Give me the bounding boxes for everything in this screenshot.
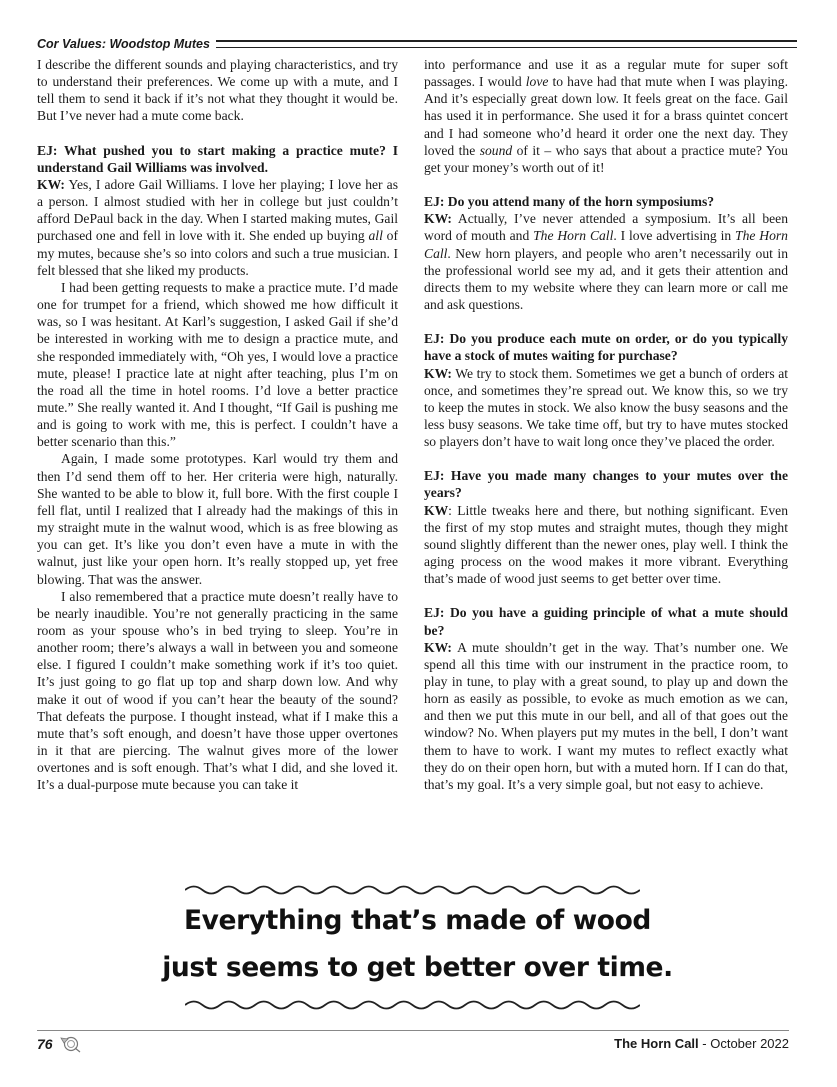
speaker-label: KW: bbox=[424, 211, 452, 227]
answer-paragraph bbox=[424, 365, 788, 451]
question-heading: EJ: Have you made many changes to your mutes over the years? bbox=[424, 468, 788, 501]
question-heading: EJ: Do you attend many of the horn symposiums? bbox=[424, 194, 715, 210]
running-header bbox=[37, 35, 797, 53]
paragraph: I had been getting requests to make a practice mute. I’d made one for trumpet for a friend, which showed me how difficult it was, so I was hesitant. At Karl’s suggestion, I asked Gail if she’d be interested in working with me to design a practice mute, and she responded immediately with, “Oh yes, I would love a practice mute, please! I practice late at night after teaching, plus I’m on the road all the time in hotel rooms. I’d love a better practice mute.” She really wanted it. And I thought, “If Gail is pushing me and is going to work with me, this is perfect. I couldn’t have a better scenario than this.” bbox=[37, 279, 398, 450]
emphasis: The Horn Call bbox=[533, 228, 614, 244]
answer-text: . I love advertising in bbox=[613, 228, 736, 244]
question-heading: EJ: What pushed you to start making a practice mute? I understand Gail Williams was involved. bbox=[37, 142, 398, 175]
pull-quote-line-1: Everything that’s made of wood bbox=[183, 905, 651, 936]
page-number: 76 bbox=[37, 1036, 53, 1052]
answer-text: of my mutes, because she’s so into colors and such a true musician. I felt blessed that she liked my products. bbox=[37, 228, 398, 278]
right-column bbox=[424, 56, 788, 793]
horn-icon bbox=[60, 1034, 82, 1054]
publication-name: The Horn Call bbox=[614, 1036, 699, 1051]
speaker-label: KW: bbox=[37, 176, 65, 192]
footer-publication bbox=[614, 1036, 789, 1051]
answer-text: . New horn players, and people who aren’t necessarily out in the professional world see my ad, and it gets their attention and directs them to my website where they can learn more or call me and ask questions. bbox=[424, 245, 788, 313]
answer-paragraph bbox=[424, 502, 788, 588]
header-title: Cor Values: Woodstop Mutes bbox=[37, 37, 210, 51]
answer-text: We try to stock them. Sometimes we get a bunch of orders at once, and sometimes they’re spread out. We know this, so we try to keep the mutes in stock. We also know the busy seasons and the less busy seasons. We take time off, but try to have mutes stocked so players don’t have to wait long once they’ve placed the order. bbox=[424, 365, 788, 450]
paragraph-text: to have had that mute when I was playing. And it’s especially great down low. It feels great on the face. Gail has used it in performance. She used it for a brass quintet concert and I had someone who’d heard it order one the next day. They loved the bbox=[424, 74, 788, 158]
speaker-label: KW bbox=[424, 502, 449, 518]
header-rule bbox=[216, 40, 797, 48]
question-heading: EJ: Do you produce each mute on order, or do you typically have a stock of mutes waiting for purchase? bbox=[424, 331, 788, 364]
question-heading: EJ: Do you have a guiding principle of what a mute should be? bbox=[424, 605, 788, 638]
emphasis: all bbox=[368, 228, 383, 244]
answer-paragraph bbox=[424, 210, 788, 313]
paragraph: I also remembered that a practice mute doesn’t really have to be nearly inaudible. You’re not generally practicing in the same room as your spouse who’s in bed trying to sleep. You’re in another room; there’s always a wall in between you and someone else. I figured I couldn’t make something work if it’s too quiet. It’s just going to go flat up top and sharp down low. And why make it out of wood if you can’t hear the beauty of the sound? That defeats the purpose. I thought instead, what if I make this a mute that’s soft enough, and doesn’t have those upper overtones in it that are piercing. The walnut gives more of the lower overtones and is soft enough. That’s what I did, and she loved it. It’s a dual-purpose mute because you can take it bbox=[37, 588, 398, 793]
paragraph-text: into performance and use it as a regular mute for super soft passages. I would bbox=[424, 57, 788, 90]
emphasis: sound bbox=[479, 142, 513, 158]
left-column bbox=[37, 56, 398, 794]
issue-date: October 2022 bbox=[710, 1036, 789, 1051]
speaker-label: KW: bbox=[424, 639, 452, 655]
footer-separator: - bbox=[698, 1036, 711, 1051]
answer-text: A mute shouldn’t get in the way. That’s number one. We spend all this time with our instrument in the practice room, to play in tune, to play with a great sound, to play up and down the horn as easily as possible, to evoke as much emotion as we can, and then we put this mute in our bell, and all of that goes out the window? No. When players put my mutes in the bell, I don’t want them to have to work. I want my mutes to reflect exactly what they do on their open horn, but with a muted horn. If I can do that, that’s my goal. It’s a very simple goal, but not easy to achieve. bbox=[424, 639, 788, 792]
paragraph bbox=[424, 56, 788, 176]
paragraph-text: of it – who says that about a practice mute? You get your money’s worth out of it! bbox=[424, 142, 788, 175]
paragraph: Again, I made some prototypes. Karl would try them and then I’d send them off to her. Her criteria were high, naturally. She wanted to be able to blow it, full bore. With the first couple I fell flat, until I realized that I already had the makings of this in my straight mute in the walnut wood, which is as free blowing as you can get. It’s like you don’t even have a mute in with the walnut, just like your open horn. It’s really stopped up, yet free blowing. That was the answer. bbox=[37, 451, 398, 587]
footer-rule bbox=[37, 1030, 789, 1031]
pull-quote-line-2: just seems to get better over time. bbox=[162, 952, 673, 983]
answer-paragraph bbox=[37, 176, 398, 279]
emphasis: love bbox=[525, 74, 549, 90]
wave-divider-icon bbox=[185, 883, 640, 897]
emphasis: The Horn Call bbox=[424, 228, 788, 261]
speaker-label: KW: bbox=[424, 365, 452, 381]
wave-divider-icon bbox=[185, 998, 640, 1012]
answer-paragraph bbox=[424, 639, 788, 793]
answer-text: Actually, I’ve never attended a symposium. It’s all been word of mouth and bbox=[424, 211, 788, 244]
paragraph: I describe the different sounds and playing characteristics, and try to understand their preferences. We come up with a mute, and I tell them to send it back if it’s not what they thought it would be. But I’ve never had a mute come back. bbox=[37, 57, 398, 124]
answer-text: Yes, I adore Gail Williams. I love her playing; I love her as a person. I almost studied with her in college but just couldn’t afford DePaul back in the day. When I started making mutes, Gail purchased one and fell in love with it. She ended up buying bbox=[37, 176, 398, 244]
answer-text: : Little tweaks here and there, but nothing significant. Even the first of my stop mutes and straight mutes, though they might sound slightly different than the newer ones, play well. I think the aging process on the wood makes it more vibrant. Everything that’s made of wood just seems to get better over time. bbox=[424, 502, 788, 587]
